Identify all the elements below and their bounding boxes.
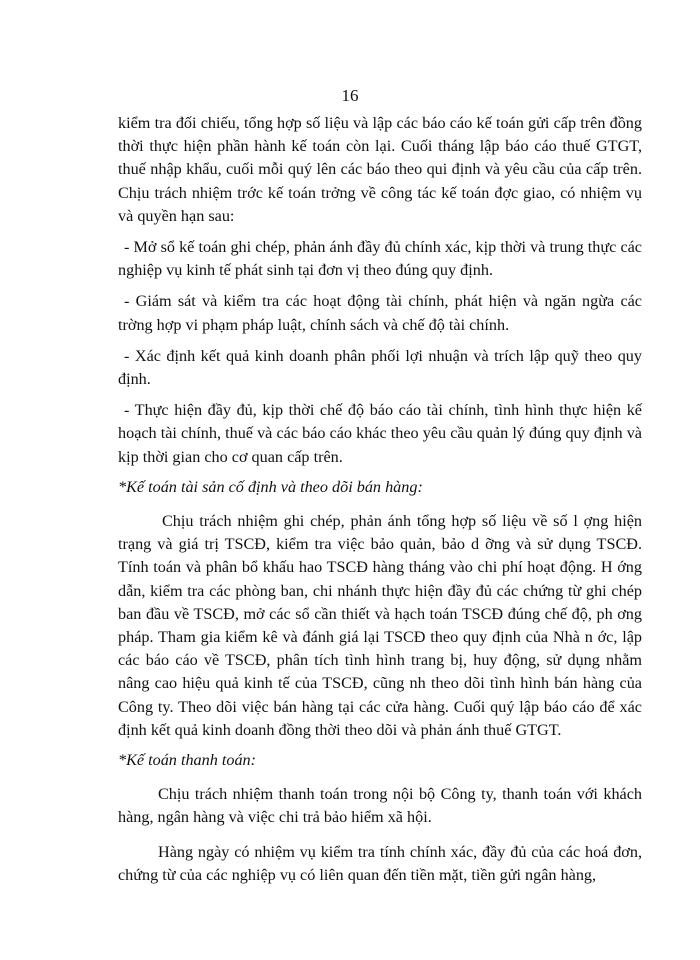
section-heading-fixed-assets: *Kế toán tài sản cố định và theo dõi bán hàng: xyxy=(118,477,423,496)
intro-paragraph: kiểm tra đối chiếu, tổng hợp số liệu và lập các báo cáo kế toán gửi cấp trên đồng thời thực hiện phần hành kế toán còn lại. Cuối tháng lập báo cáo thuế GTGT, thuế nhập khẩu, cuối mỗi quý lên các báo theo qui định và yêu cầu của cấp trên. Chịu trách nhiệm trớc kế toán trởng về công tác kế toán đợc giao, có nhiệm vụ và quyền hạn sau: xyxy=(118,114,642,225)
payment-paragraph-2: Hàng ngày có nhiệm vụ kiểm tra tính chính xác, đầy đủ của các hoá đơn, chứng từ của các nghiệp vụ có liên quan đến tiền mặt, tiền gửi ngân hàng, xyxy=(118,842,642,884)
page-number: 16 xyxy=(341,86,359,105)
duty-bullet-2: - Giám sát và kiểm tra các hoạt động tài chính, phát hiện và ngăn ngừa các trờng hợp vi phạm pháp luật, chính sách và chế độ tài chính. xyxy=(118,292,642,334)
fixed-assets-paragraph: Chịu trách nhiệm ghi chép, phản ánh tổng hợp số liệu về số l ợng hiện trạng và giá trị TSCĐ, kiểm tra việc bảo quản, bảo d ỡng và sử dụng TSCĐ. Tính toán và phân bổ khấu hao TSCĐ hàng tháng vào chi phí hoạt động. H ớng dẫn, kiểm tra các phòng ban, chi nhánh thực hiện đầy đủ các chứng từ ghi chép ban đầu về TSCĐ, mở các sổ cần thiết và hạch toán TSCĐ đúng chế độ, ph ơng pháp. Tham gia kiểm kê và đánh giá lại TSCĐ theo quy định của Nhà n ớc, lập các báo cáo về TSCĐ, phân tích tình hình trang bị, huy động, sử dụng nhằm nâng cao hiệu quả kinh tế của TSCĐ, cũng nh theo dõi tình hình bán hàng của Công ty. Theo dõi việc bán hàng tại các cửa hàng. Cuối quý lập báo cáo để xác định kết quả kinh doanh đồng thời theo dõi và phản ánh thuế GTGT. xyxy=(118,512,642,739)
section-heading-payment: *Kế toán thanh toán: xyxy=(118,751,257,770)
page-body xyxy=(118,112,642,887)
duty-bullet-1: - Mở sổ kế toán ghi chép, phản ánh đầy đủ chính xác, kịp thời và trung thực các nghiệp vụ kinh tế phát sinh tại đơn vị theo đúng quy định. xyxy=(118,238,642,280)
duty-bullet-4: - Thực hiện đầy đủ, kịp thời chế độ báo cáo tài chính, tình hình thực hiện kế hoạch tài chính, thuế và các báo cáo khác theo yêu cầu quản lý đúng quy định và kịp thời gian cho cơ quan cấp trên. xyxy=(118,401,642,466)
payment-paragraph-1: Chịu trách nhiệm thanh toán trong nội bộ Công ty, thanh toán với khách hàng, ngân hàng và việc chi trả bảo hiểm xã hội. xyxy=(118,785,642,827)
duty-bullet-3: - Xác định kết quả kinh doanh phân phối lợi nhuận và trích lập quỹ theo quy định. xyxy=(118,346,642,389)
